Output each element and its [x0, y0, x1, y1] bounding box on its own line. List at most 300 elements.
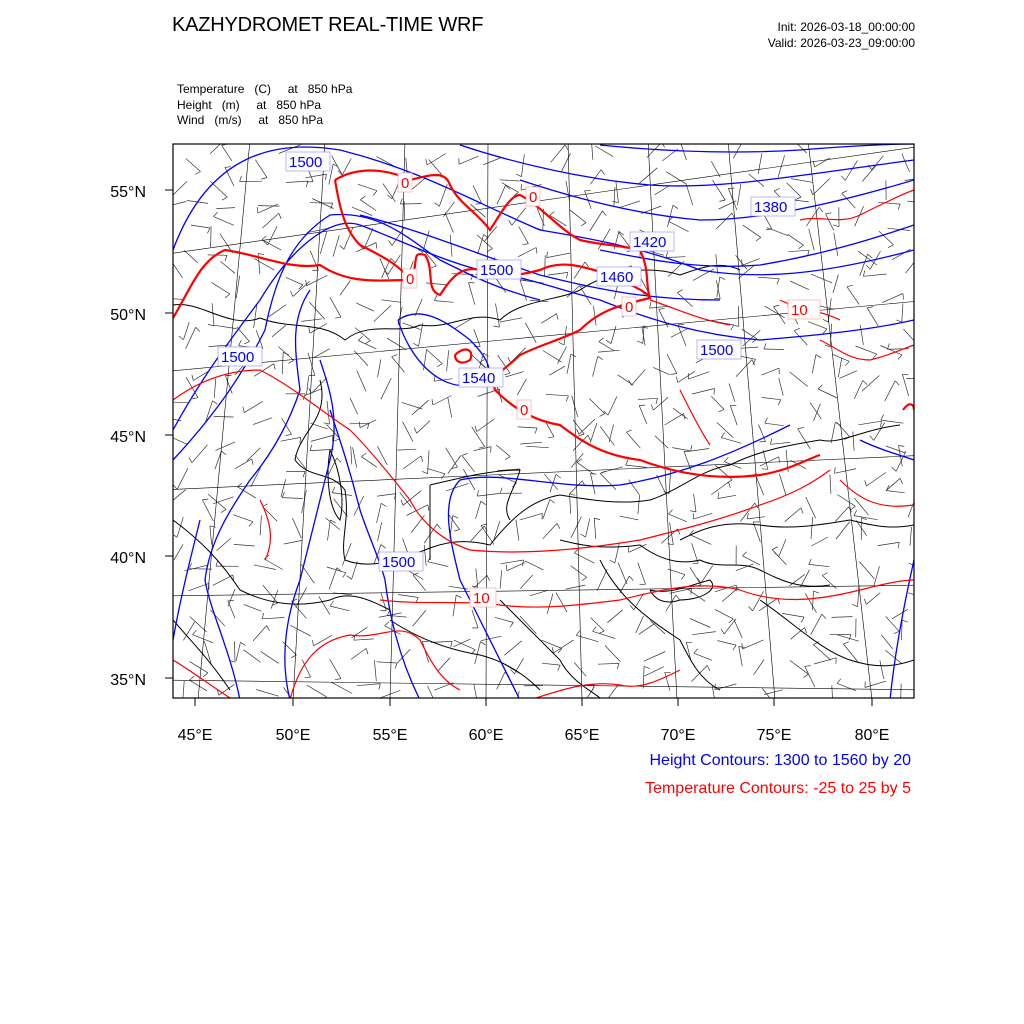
wind-barb-flag — [163, 292, 165, 298]
wind-barb-flag — [335, 679, 341, 680]
wind-barb — [520, 575, 533, 589]
wind-barb — [352, 562, 358, 580]
wind-barb — [301, 319, 322, 322]
wind-barb-flag — [915, 499, 920, 503]
wind-barb-flag — [303, 471, 305, 477]
wind-barb-flag — [870, 436, 874, 441]
wind-barb — [307, 376, 309, 394]
wind-barb — [713, 180, 726, 200]
wind-barb — [385, 626, 401, 635]
wind-barb — [740, 347, 759, 348]
wind-barb — [193, 635, 213, 643]
wind-barb — [381, 378, 391, 399]
wind-barb — [520, 442, 542, 444]
wind-barb-flag — [395, 663, 397, 669]
lat-tick-label: 45°N — [110, 429, 146, 446]
wind-barb-flag — [864, 599, 866, 605]
wind-barb-flag — [835, 467, 836, 473]
temperature-label — [403, 269, 417, 288]
wind-barb — [813, 645, 830, 661]
wind-barb — [882, 294, 903, 303]
wind-barb — [168, 202, 186, 206]
wind-barb — [902, 304, 903, 323]
wind-barb-flag — [487, 249, 492, 252]
lon-tick-label: 65°E — [564, 727, 600, 744]
wind-barb — [507, 563, 525, 571]
wind-barb — [216, 208, 235, 209]
wind-barb-flag — [743, 552, 747, 556]
wind-barb-flag — [673, 205, 678, 208]
wind-barb-flag — [343, 573, 347, 578]
lon-tick-label: 45°E — [177, 727, 213, 744]
wind-barb-flag — [208, 324, 214, 326]
wind-barb — [843, 644, 858, 663]
wind-barb — [235, 641, 236, 662]
wind-barb — [902, 154, 910, 172]
wind-barb — [813, 178, 830, 194]
wind-barb — [387, 338, 406, 350]
wind-barb — [626, 432, 640, 448]
wind-barb-flag — [222, 197, 227, 200]
wind-barb — [832, 617, 853, 618]
wind-barb-flag — [576, 630, 580, 635]
temperature-contours — [173, 171, 914, 700]
init-time: Init: 2026-03-18_00:00:00 — [777, 20, 915, 34]
wind-barb — [210, 139, 226, 154]
wind-barb-flag — [430, 705, 436, 706]
wind-barb-flag — [510, 623, 513, 628]
svg-text:10: 10 — [473, 590, 490, 607]
wind-barb — [449, 515, 460, 530]
svg-text:0: 0 — [401, 175, 410, 192]
wind-barb — [235, 459, 252, 469]
wind-barb — [217, 539, 231, 551]
wind-barbs — [163, 137, 930, 712]
svg-text:0: 0 — [520, 402, 529, 419]
wind-barb-flag — [326, 174, 327, 180]
wind-barb — [762, 368, 779, 375]
wind-barb-flag — [432, 399, 433, 405]
wind-barb-flag — [610, 560, 615, 563]
wind-barb — [653, 397, 668, 410]
wind-barb — [307, 685, 327, 697]
wind-barb-flag — [731, 325, 734, 330]
wind-barb-flag — [591, 474, 597, 475]
wind-barb — [763, 450, 768, 469]
wind-barb — [211, 282, 230, 294]
wind-barb — [692, 389, 715, 395]
wind-barb — [413, 610, 426, 626]
wind-barb-flag — [719, 409, 724, 412]
wind-barb — [378, 522, 382, 541]
wind-barb — [234, 544, 255, 546]
wind-barb — [434, 301, 453, 303]
wind-barb-flag — [291, 705, 297, 707]
wind-barb — [477, 419, 495, 432]
wind-barb — [593, 356, 598, 376]
wind-barb-flag — [681, 575, 685, 580]
wind-barb — [446, 448, 458, 468]
wind-barb-flag — [581, 534, 586, 537]
wind-barb — [427, 350, 442, 364]
wind-barb — [459, 156, 479, 164]
wind-barb — [328, 520, 331, 540]
wind-barb — [496, 304, 500, 328]
wind-barb — [790, 372, 808, 387]
wind-barb — [526, 446, 549, 448]
wind-barb — [859, 421, 882, 425]
wind-barb — [505, 372, 523, 377]
wind-barb — [573, 420, 584, 434]
wind-barb — [500, 560, 523, 564]
wind-barb — [211, 226, 212, 247]
wind-barb — [387, 615, 406, 617]
wind-barb — [236, 642, 240, 661]
wind-barb-flag — [823, 329, 827, 334]
wind-barb — [474, 684, 478, 705]
wind-barb — [247, 448, 261, 461]
wind-barb-flag — [823, 319, 828, 322]
wind-barb — [520, 513, 543, 520]
wind-barb — [835, 507, 848, 522]
wind-barb — [177, 468, 188, 489]
wind-barb — [380, 258, 389, 279]
wind-barb-flag — [718, 493, 719, 499]
wind-barb — [765, 423, 784, 426]
wind-barb — [669, 221, 689, 231]
wind-barb-flag — [656, 398, 658, 404]
wind-barb — [428, 686, 437, 705]
wind-barb — [903, 329, 917, 344]
wind-barb-flag — [565, 145, 568, 150]
wind-barb-flag — [851, 506, 856, 510]
wind-barb — [715, 609, 733, 619]
wind-barb — [586, 519, 590, 537]
wind-barb — [166, 402, 189, 403]
wind-barb-flag — [669, 510, 673, 514]
wind-barb-flag — [283, 352, 289, 354]
wind-barb-flag — [714, 389, 715, 395]
wind-barb-flag — [881, 415, 884, 420]
wind-barb-flag — [381, 503, 386, 506]
wind-barb — [549, 366, 565, 375]
wind-barb — [454, 639, 471, 647]
wind-barb — [428, 562, 449, 567]
wind-barb-flag — [214, 212, 218, 216]
wind-barb-flag — [274, 364, 275, 370]
wind-barb-flag — [453, 516, 458, 519]
wind-barb — [831, 422, 835, 443]
wind-barb — [377, 494, 396, 497]
wind-barb-flag — [168, 200, 169, 206]
longitude-labels — [178, 727, 890, 744]
wind-barb — [351, 648, 366, 659]
wind-barb-flag — [928, 378, 930, 384]
wind-barb — [782, 613, 804, 617]
wind-barb — [670, 589, 692, 594]
wind-barb-flag — [626, 460, 629, 465]
wind-barb — [193, 371, 209, 381]
wind-barb — [759, 598, 778, 611]
wind-barb — [886, 491, 904, 493]
wind-barb — [788, 250, 809, 252]
wind-barb — [255, 160, 267, 178]
height-contour-legend: Height Contours: 1300 to 1560 by 20 — [649, 752, 911, 769]
wind-barb — [358, 341, 376, 349]
svg-text:0: 0 — [625, 299, 634, 316]
wind-barb — [428, 450, 429, 473]
svg-text:0: 0 — [529, 189, 538, 206]
wind-barb — [853, 432, 854, 451]
wind-barb-flag — [794, 137, 799, 140]
wind-barb — [415, 299, 422, 316]
wind-barb-flag — [506, 565, 507, 571]
wind-barb-flag — [361, 453, 366, 457]
wind-barb-flag — [472, 704, 478, 705]
wind-barb — [736, 360, 752, 377]
wind-barb-flag — [426, 159, 427, 165]
wind-barb — [190, 617, 207, 632]
wind-barb-flag — [721, 629, 724, 634]
wind-barb — [172, 181, 187, 196]
wind-barb-flag — [719, 200, 725, 201]
wind-barb-flag — [764, 343, 766, 349]
wind-barb — [860, 325, 863, 345]
wind-barb-flag — [202, 499, 208, 500]
wind-barb-flag — [422, 471, 428, 473]
wind-barb — [374, 305, 391, 321]
wind-barb — [284, 688, 297, 706]
wind-barb-flag — [863, 381, 867, 385]
wind-barb-flag — [778, 400, 781, 405]
wind-barb — [785, 508, 801, 522]
wind-barb-flag — [626, 430, 632, 432]
wind-barb — [653, 367, 670, 374]
wind-barb-flag — [903, 294, 904, 300]
wind-barb-flag — [332, 487, 335, 492]
wind-barb — [597, 569, 607, 590]
wind-barb — [716, 254, 718, 273]
wind-barb-flag — [210, 526, 216, 527]
wind-barb — [262, 240, 281, 250]
wind-barb — [311, 435, 333, 441]
wind-barb — [859, 562, 874, 579]
wind-barb-flag — [306, 181, 308, 187]
wind-barb — [392, 357, 405, 373]
wind-barb-flag — [414, 428, 417, 434]
wind-barb — [678, 371, 695, 382]
wind-barb-flag — [714, 298, 720, 299]
wind-barb-flag — [805, 666, 811, 667]
wind-barb-flag — [810, 189, 813, 195]
svg-text:1500: 1500 — [221, 349, 255, 366]
wind-barb — [272, 325, 286, 337]
wind-barb — [547, 594, 553, 614]
wind-barb-flag — [801, 617, 804, 622]
wind-barb — [186, 159, 201, 172]
wind-barb — [694, 653, 712, 660]
wind-barb — [357, 371, 366, 392]
wind-barb-flag — [629, 576, 633, 581]
wind-barb — [650, 621, 665, 634]
wind-barb-flag — [240, 176, 242, 182]
wind-barb-flag — [556, 474, 561, 478]
wind-barb — [213, 575, 233, 585]
wind-barb-flag — [340, 245, 345, 249]
wind-barb-flag — [359, 422, 360, 428]
wind-barb-flag — [475, 426, 477, 432]
wind-barb-flag — [523, 244, 529, 245]
wind-barb-flag — [337, 458, 341, 462]
wind-barb-flag — [920, 255, 923, 260]
wind-barb-flag — [322, 697, 327, 701]
wind-barb — [694, 494, 696, 512]
wind-barb — [357, 684, 381, 686]
wind-barb — [192, 445, 208, 463]
field-temperature: Temperature (C) at 850 hPa — [177, 82, 353, 96]
temperature-label — [526, 187, 540, 206]
wind-barb — [361, 457, 377, 468]
wind-barb — [398, 595, 418, 598]
wind-barb-flag — [203, 673, 208, 677]
map-plot-area — [160, 137, 930, 712]
wind-barb-flag — [192, 375, 193, 381]
wind-barb-flag — [481, 642, 486, 645]
lat-tick-label: 55°N — [110, 184, 146, 201]
wind-barb — [632, 369, 646, 385]
wind-barb — [878, 542, 900, 545]
wind-barb-flag — [842, 191, 848, 193]
wind-barb-flag — [892, 467, 896, 471]
wind-barb — [667, 354, 677, 373]
wind-barb — [268, 226, 278, 245]
wind-barb-flag — [594, 518, 600, 520]
wind-barb — [500, 180, 520, 181]
wind-barb — [644, 652, 666, 662]
wind-barb — [590, 423, 597, 443]
wind-barb-flag — [756, 237, 761, 241]
wind-barb — [481, 636, 501, 641]
wind-barb-flag — [777, 279, 779, 285]
wind-barb — [811, 614, 822, 634]
wind-barb-flag — [749, 606, 753, 611]
wind-barb — [311, 378, 326, 394]
wind-barb-flag — [193, 630, 197, 635]
wind-barb — [548, 272, 568, 275]
wind-barb-flag — [707, 665, 710, 670]
temperature-label — [470, 588, 496, 607]
wind-barb — [680, 139, 687, 160]
wind-barb — [584, 687, 595, 703]
wind-barb-flag — [819, 207, 823, 212]
wind-barb-flag — [570, 494, 576, 496]
wind-barb-flag — [456, 595, 461, 598]
wind-barb — [377, 662, 398, 663]
wind-barb-flag — [613, 201, 619, 202]
wind-barb — [358, 184, 377, 191]
wind-barb-flag — [413, 343, 418, 346]
wind-barb-flag — [225, 255, 227, 261]
wind-barb — [471, 526, 485, 541]
wind-barb-flag — [389, 241, 393, 246]
wind-barb — [350, 398, 358, 415]
wind-barb — [497, 672, 505, 689]
wind-barb — [427, 154, 446, 166]
wind-barb — [910, 527, 912, 546]
wind-barb — [576, 635, 598, 642]
wind-barb-flag — [593, 626, 597, 631]
wind-barb — [717, 641, 736, 646]
wind-barb — [525, 561, 544, 570]
wind-barb — [605, 684, 619, 703]
wind-barb — [377, 503, 382, 523]
wind-barb — [354, 639, 374, 640]
wind-barb-flag — [816, 355, 821, 358]
wind-barb-flag — [324, 423, 330, 424]
wind-barb-flag — [373, 191, 377, 196]
wind-barb-flag — [826, 213, 832, 214]
wind-barb — [692, 632, 716, 635]
wind-barb — [330, 606, 349, 611]
wind-barb — [665, 414, 684, 425]
wind-barb-flag — [582, 577, 587, 581]
wind-barb-flag — [335, 317, 341, 318]
wind-barb — [244, 605, 261, 612]
svg-text:1500: 1500 — [480, 262, 514, 279]
height-label — [286, 152, 330, 171]
wind-barb — [530, 590, 547, 595]
wind-barb — [866, 593, 880, 605]
wind-barb — [779, 539, 786, 556]
wind-barb — [743, 225, 761, 237]
wind-barb-flag — [559, 342, 564, 345]
wind-barb-flag — [581, 223, 586, 226]
wind-barb-flag — [508, 357, 511, 362]
wind-barb-flag — [772, 547, 777, 550]
wind-barb — [862, 376, 880, 392]
wind-barb-flag — [379, 684, 381, 690]
wind-barb — [858, 586, 859, 607]
wind-barb — [397, 449, 416, 450]
wind-barb — [866, 472, 886, 486]
temperature-label — [398, 173, 412, 192]
wind-barb-flag — [888, 245, 893, 248]
wind-barb — [514, 658, 523, 674]
wind-barb — [815, 158, 831, 167]
temperature-label — [622, 297, 636, 316]
wind-barb-flag — [360, 196, 365, 200]
wind-barb — [269, 305, 286, 317]
wind-barb-flag — [691, 445, 692, 451]
wind-barb-flag — [591, 140, 597, 142]
wind-barb — [728, 188, 737, 210]
wind-barb — [262, 618, 284, 619]
wind-barb — [724, 462, 741, 469]
wind-barb-flag — [774, 188, 780, 191]
height-label — [379, 552, 423, 571]
wind-barb — [805, 666, 815, 687]
wind-barb — [403, 456, 421, 469]
wind-barb — [814, 658, 836, 664]
wind-barb-flag — [642, 327, 648, 328]
wind-barb — [886, 478, 900, 490]
wind-barb — [598, 663, 619, 664]
wind-barb-flag — [606, 340, 611, 343]
wind-barb-flag — [487, 575, 490, 581]
wind-barb — [496, 445, 510, 457]
wind-barb — [865, 681, 886, 687]
wind-barb — [233, 515, 253, 522]
